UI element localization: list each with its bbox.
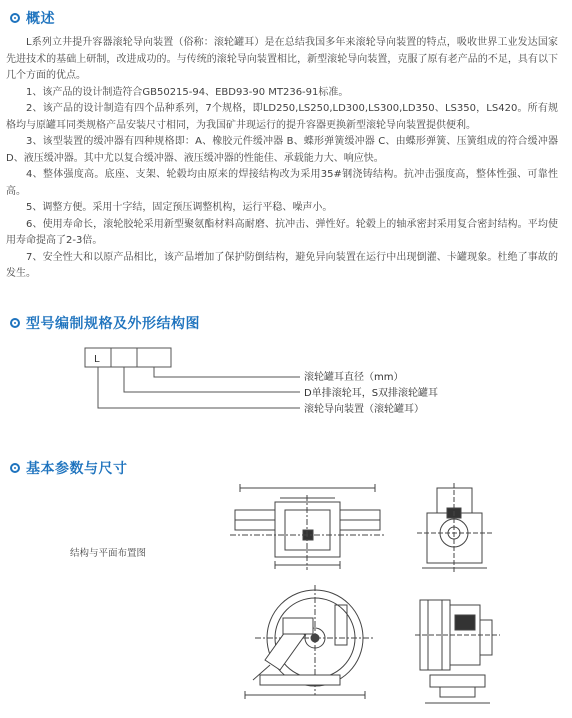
section-title: 概述 bbox=[26, 11, 55, 27]
code-label: 滚轮罐耳直径（mm） bbox=[304, 372, 404, 383]
paragraph: 7、安全性大和以原产品相比，该产品增加了保护防倒结构，避免异向装置在运行中出现倒灌、卡罐现象。杜绝了事故的发生。 bbox=[6, 251, 558, 279]
connector-line bbox=[98, 367, 300, 408]
paragraph: 2、该产品的设计制造有四个品种系列，7个规格，即LD250,LS250,LD300,LS300,LD350、LS350，LS420。所有规格均与原罐耳同类规格产品安装尺寸相同，为我国矿井现运行的提升容器更换新型滚轮导向装置提供便利。 bbox=[6, 103, 558, 131]
code-label: D单排滚轮耳，S双排滚轮罐耳 bbox=[304, 388, 439, 399]
connector-line bbox=[124, 367, 300, 392]
code-label: 滚轮导向装置（滚轮罐耳） bbox=[304, 404, 424, 415]
front-view-drawing bbox=[235, 580, 385, 710]
side-view-drawing bbox=[412, 478, 502, 578]
circle-bullet-icon bbox=[10, 318, 20, 328]
connector-line bbox=[154, 367, 300, 377]
model-code-diagram bbox=[0, 340, 572, 420]
section-heading-model bbox=[10, 313, 200, 333]
paragraph: 3、该型装置的缓冲器有四种规格即：A、橡胶元件缓冲器 B、蝶形弹簧缓冲器 C、由蝶形弹簧、压簧组成的符合缓冲器 D、液压缓冲器。其中尤以复合缓冲器、液压缓冲器的性能佳、承载能力大、响应快。 bbox=[6, 136, 558, 164]
paragraph: 1、该产品的设计制造符合GB50215-94、EBD93-90 MT236-91标准。 bbox=[26, 86, 349, 98]
plan-view-drawing bbox=[215, 480, 400, 580]
section-title: 型号编制规格及外形结构图 bbox=[26, 316, 200, 332]
code-box-diameter bbox=[137, 348, 171, 367]
paragraph: L系列立井提升容器滚轮导向装置（俗称：滚轮罐耳）是在总结我国多年来滚轮导向装置的特点，吸收世界工业发达国家先进技术的基础上研制，改进成功的。与传统的滚轮导向装置相比，新型滚轮导向装置，克服了原有老产品的不足，具有以下几个方面的优点。 bbox=[6, 37, 558, 81]
circle-bullet-icon bbox=[10, 13, 20, 23]
paragraph: 6、使用寿命长，滚轮胶轮采用新型聚氨酯材料高耐磨、抗冲击、弹性好。轮毂上的轴承密封采用复合密封结构。平均使用寿命提高了2-3倍。 bbox=[6, 218, 558, 246]
drawing-caption: 结构与平面布置图 bbox=[70, 548, 147, 559]
paragraph: 4、整体强度高。底座、支架、轮毂均由原来的焊接结构改为采用35#钢浇铸结构。抗冲击强度高，整体性强、可靠性高。 bbox=[6, 169, 558, 197]
section-title: 基本参数与尺寸 bbox=[26, 461, 128, 477]
end-view-drawing bbox=[410, 585, 510, 710]
overview-body bbox=[6, 35, 558, 283]
section-heading-params bbox=[10, 458, 128, 478]
circle-bullet-icon bbox=[10, 463, 20, 473]
paragraph: 5、调整方便。采用十字结，固定预压调整机构，运行平稳、噪声小。 bbox=[26, 202, 333, 213]
code-box-type bbox=[111, 348, 137, 367]
code-letter: L bbox=[94, 354, 100, 365]
section-heading-overview bbox=[10, 8, 55, 28]
